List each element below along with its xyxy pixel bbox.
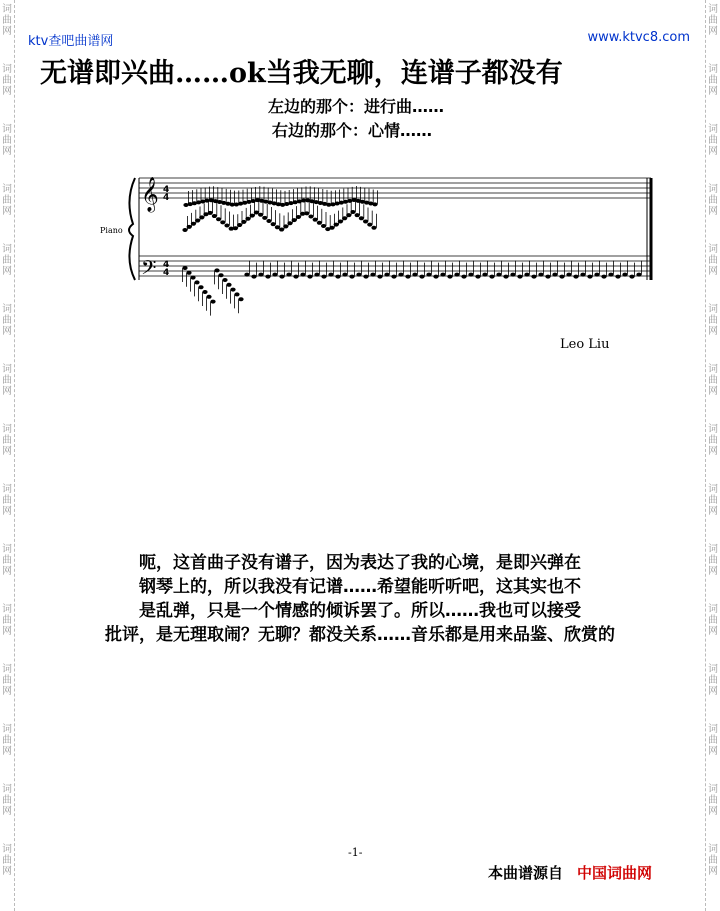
side-watermark-mark: 词 曲 网 [708, 544, 718, 577]
side-watermark-mark: 词 曲 网 [708, 124, 718, 157]
treble-time-signature-bottom: 4 [163, 193, 170, 203]
note-head [622, 273, 627, 277]
note-head [300, 273, 305, 277]
note-head [314, 273, 319, 277]
note-head [245, 217, 250, 221]
side-watermark-mark: 词 曲 网 [708, 844, 718, 877]
note-head [433, 275, 438, 279]
description-line: 批评，是无理取闹？无聊？都没关系……音乐都是用来品鉴、欣赏的 [105, 625, 615, 645]
note-head [629, 275, 634, 279]
note-head [254, 210, 259, 214]
note-head [308, 215, 313, 219]
note-head [321, 275, 326, 279]
note-head [482, 273, 487, 277]
note-head [226, 283, 231, 287]
side-watermark-mark: 词 曲 网 [2, 844, 12, 877]
note-head [234, 292, 239, 296]
note-head [241, 220, 246, 224]
subtitle-right: 右边的那个：心情…… [271, 121, 432, 140]
note-head [222, 278, 227, 282]
description-line: 呃，这首曲子没有谱子，因为表达了我的心境，是即兴弹在 [139, 553, 581, 573]
description-line: 是乱弹，只是一个情感的倾诉罢了。所以……我也可以接受 [139, 601, 581, 621]
description-line: 钢琴上的，所以我没有记谱……希望能听听吧，这其实也不 [139, 577, 581, 597]
note-head [292, 218, 297, 222]
note-head [447, 275, 452, 279]
note-head [210, 300, 215, 304]
note-head [287, 221, 292, 225]
bass-clef-icon: 𝄢 [141, 256, 157, 284]
treble-time-signature: 4 [163, 185, 170, 195]
side-watermark-mark: 词 曲 网 [708, 664, 718, 697]
note-head [198, 285, 203, 289]
note-head [496, 273, 501, 277]
description-text [44, 551, 676, 647]
note-head [258, 273, 263, 277]
note-head [363, 219, 368, 223]
note-head [601, 275, 606, 279]
music-score [95, 160, 665, 320]
grand-staff-brace [129, 178, 135, 280]
note-head [559, 275, 564, 279]
note-head [199, 215, 204, 219]
note-head [338, 219, 343, 223]
note-head [587, 275, 592, 279]
footer-source [488, 862, 652, 883]
note-head [503, 275, 508, 279]
note-head [296, 215, 301, 219]
note-head [461, 275, 466, 279]
note-head [233, 226, 238, 230]
bass-time-signature-bottom: 4 [163, 268, 170, 278]
note-head [367, 223, 372, 227]
note-head [454, 273, 459, 277]
header-site-left[interactable]: ktv查吧曲谱网 [28, 34, 114, 49]
side-watermark-mark: 词 曲 网 [708, 64, 718, 97]
note-head [372, 202, 377, 206]
note-head [191, 222, 196, 226]
side-watermark-mark: 词 曲 网 [2, 544, 12, 577]
side-watermark-mark: 词 曲 网 [708, 244, 718, 277]
bass-time-signature: 4 [163, 260, 170, 270]
note-head [359, 216, 364, 220]
note-head [293, 275, 298, 279]
side-watermark-mark: 词 曲 网 [2, 724, 12, 757]
note-head [317, 221, 322, 225]
side-watermark-mark: 词 曲 网 [708, 364, 718, 397]
note-head [313, 218, 318, 222]
note-head [346, 213, 351, 217]
note-head [321, 224, 326, 228]
instrument-label: Piano [100, 226, 123, 235]
bass-notes [182, 261, 641, 316]
note-head [218, 273, 223, 277]
note-head [206, 295, 211, 299]
side-watermark-mark: 词 曲 网 [2, 604, 12, 637]
side-watermark-mark: 词 曲 网 [708, 784, 718, 817]
note-head [370, 273, 375, 277]
note-head [342, 216, 347, 220]
note-head [524, 273, 529, 277]
note-head [356, 273, 361, 277]
note-head [531, 275, 536, 279]
side-watermark-mark: 词 曲 网 [2, 4, 12, 37]
subtitle-left: 左边的那个：进行曲…… [267, 97, 444, 116]
note-head [398, 273, 403, 277]
note-head [384, 273, 389, 277]
note-head [250, 214, 255, 218]
note-head [187, 225, 192, 229]
note-head [262, 216, 267, 220]
note-head [202, 290, 207, 294]
side-watermark-mark: 词 曲 网 [708, 424, 718, 457]
note-head [238, 297, 243, 301]
note-head [265, 275, 270, 279]
note-head [286, 273, 291, 277]
footer-site-link[interactable]: 中国词曲网 [577, 864, 653, 882]
treble-staff [139, 178, 651, 198]
note-head [538, 273, 543, 277]
note-head [636, 273, 641, 277]
note-head [190, 276, 195, 280]
bass-staff [139, 256, 651, 276]
note-head [594, 273, 599, 277]
note-head [475, 275, 480, 279]
note-head [208, 211, 213, 215]
footer-source-label: 本曲谱源自 [488, 864, 564, 882]
side-watermark-mark: 词 曲 网 [708, 184, 718, 217]
note-head [349, 275, 354, 279]
side-watermark-mark: 词 曲 网 [708, 4, 718, 37]
side-watermark-mark: 词 曲 网 [2, 484, 12, 517]
note-head [545, 275, 550, 279]
side-watermark-mark: 词 曲 网 [708, 724, 718, 757]
note-head [216, 217, 221, 221]
note-head [335, 275, 340, 279]
note-head [355, 213, 360, 217]
note-head [194, 280, 199, 284]
note-head [517, 275, 522, 279]
note-head [279, 275, 284, 279]
note-head [283, 224, 288, 228]
note-head [615, 275, 620, 279]
page-number: -1- [348, 846, 363, 859]
note-head [371, 226, 376, 230]
note-head [224, 224, 229, 228]
side-watermark-mark: 词 曲 网 [2, 364, 12, 397]
note-head [258, 213, 263, 217]
note-head [552, 273, 557, 277]
note-head [251, 275, 256, 279]
treble-clef-icon: 𝄞 [141, 177, 159, 212]
side-watermark-mark: 词 曲 网 [708, 604, 718, 637]
side-watermark-mark: 词 曲 网 [2, 184, 12, 217]
note-head [195, 219, 200, 223]
note-head [468, 273, 473, 277]
side-watermark-mark: 词 曲 网 [2, 784, 12, 817]
note-head [266, 219, 271, 223]
note-head [272, 273, 277, 277]
side-watermark-mark: 词 曲 网 [2, 304, 12, 337]
page-title: 无谱即兴曲……ok当我无聊，连谱子都没有 [40, 58, 563, 89]
note-head [230, 288, 235, 292]
note-head [304, 211, 309, 215]
side-watermark-mark: 词 曲 网 [708, 484, 718, 517]
note-head [237, 223, 242, 227]
side-watermark-mark: 词 曲 网 [708, 304, 718, 337]
note-head [412, 273, 417, 277]
note-head [489, 275, 494, 279]
side-watermark-mark: 词 曲 网 [2, 424, 12, 457]
note-head [580, 273, 585, 277]
header-site-right[interactable]: www.ktvc8.com [587, 30, 690, 45]
note-head [440, 273, 445, 277]
note-head [342, 273, 347, 277]
note-head [271, 222, 276, 226]
note-head [214, 268, 219, 272]
note-head [186, 271, 191, 275]
note-head [363, 275, 368, 279]
composer-name: Leo Liu [560, 337, 610, 352]
note-head [608, 273, 613, 277]
note-head [573, 275, 578, 279]
note-head [334, 223, 339, 227]
note-head [328, 273, 333, 277]
note-head [220, 220, 225, 224]
note-head [329, 226, 334, 230]
note-head [377, 275, 382, 279]
side-watermark-mark: 词 曲 网 [2, 124, 12, 157]
note-head [510, 273, 515, 277]
side-watermark-mark: 词 曲 网 [2, 664, 12, 697]
side-watermark-mark: 词 曲 网 [2, 244, 12, 277]
note-head [405, 275, 410, 279]
note-head [279, 228, 284, 232]
note-head [426, 273, 431, 277]
note-head [182, 266, 187, 270]
note-head [182, 228, 187, 232]
note-head [307, 275, 312, 279]
note-head [391, 275, 396, 279]
note-head [244, 273, 249, 277]
note-head [350, 210, 355, 214]
note-head [212, 214, 217, 218]
note-head [419, 275, 424, 279]
side-watermark-mark: 词 曲 网 [2, 64, 12, 97]
note-head [275, 225, 280, 229]
note-head [566, 273, 571, 277]
